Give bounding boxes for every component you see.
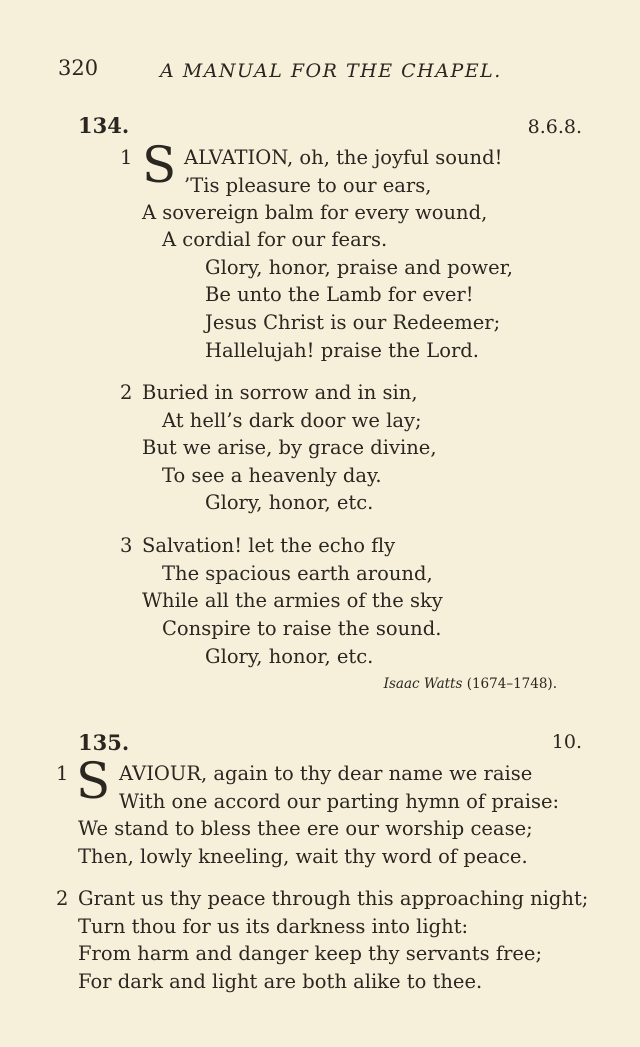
hymn-line: Jesus Christ is our Redeemer; [205, 311, 501, 334]
hymn-line: The spacious earth around, [162, 562, 433, 585]
stanza-number: 1 [56, 762, 69, 785]
hymn-line: We stand to bless thee ere our worship cease; [78, 817, 533, 840]
hymn-line: Salvation! let the echo fly [142, 534, 396, 557]
hymn-line: AVIOUR, again to thy dear name we raise [119, 762, 533, 785]
hymn-line: A cordial for our fears. [162, 228, 388, 251]
running-title: A MANUAL FOR THE CHAPEL. [160, 60, 502, 82]
hymn-line: A sovereign balm for every wound, [142, 201, 488, 224]
hymn-line: Glory, honor, etc. [205, 491, 374, 514]
hymn-line: Then, lowly kneeling, wait thy word of peace. [78, 845, 528, 868]
hymn-number: 134. [78, 113, 130, 138]
hymn-line: With one accord our parting hymn of praise: [119, 790, 560, 813]
hymn-line: To see a heavenly day. [162, 464, 382, 487]
hymn-line: Hallelujah! praise the Lord. [205, 339, 479, 362]
hymn-line: Turn thou for us its darkness into light: [78, 915, 469, 938]
hymn-line: ALVATION, oh, the joyful sound! [184, 146, 503, 169]
hymn-line: But we arise, by grace divine, [142, 436, 437, 459]
hymn-line: Glory, honor, etc. [205, 645, 374, 668]
hymn-line: Be unto the Lamb for ever! [205, 283, 474, 306]
page-number: 320 [58, 56, 99, 80]
hymn-number: 135. [78, 730, 130, 755]
hymn-line: For dark and light are both alike to thee. [78, 970, 483, 993]
stanza-number: 2 [120, 381, 133, 404]
stanza-number: 3 [120, 534, 133, 557]
hymn-line: ’Tis pleasure to our ears, [184, 174, 432, 197]
hymn-meter: 10. [551, 731, 582, 753]
stanza-number: 2 [56, 887, 69, 910]
hymn-line: At hell’s dark door we lay; [162, 409, 422, 432]
hymn-line: While all the armies of the sky [142, 589, 443, 612]
hymn-meter: 8.6.8. [527, 116, 582, 138]
author-credit [384, 676, 557, 692]
stanza-number: 1 [120, 146, 133, 169]
hymn-line: Buried in sorrow and in sin, [142, 381, 418, 404]
hymn-line: From harm and danger keep thy servants free; [78, 942, 543, 965]
drop-cap: S [142, 136, 177, 194]
drop-cap: S [76, 752, 111, 810]
hymn-line: Glory, honor, praise and power, [205, 256, 513, 279]
author-dates: (1674–1748). [466, 676, 557, 692]
hymn-line: Conspire to raise the sound. [162, 617, 442, 640]
author-name: Isaac Watts [383, 676, 463, 692]
hymn-line: Grant us thy peace through this approaching night; [78, 887, 589, 910]
